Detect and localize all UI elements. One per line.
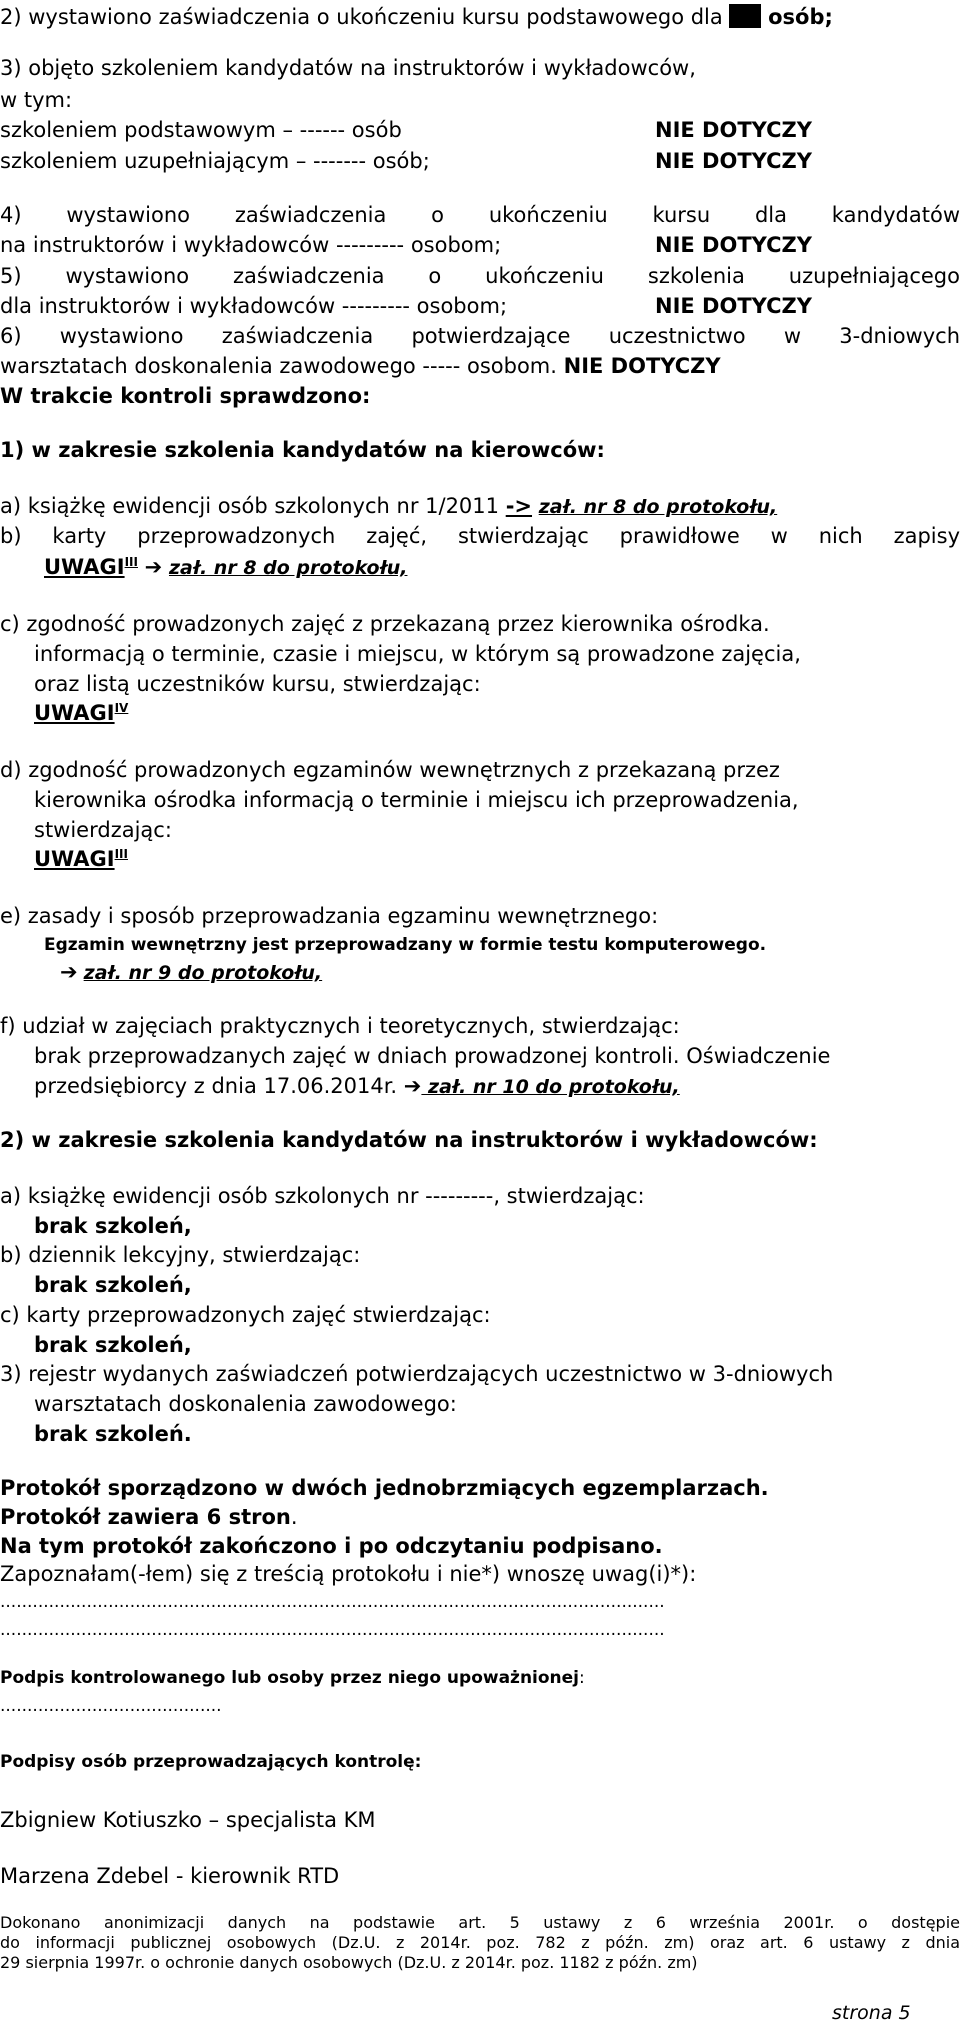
attachment-9-row bbox=[60, 962, 960, 983]
item-b-journal: b) dziennik lekcyjny, stwierdzając: bbox=[0, 1243, 361, 1267]
dotted-line: ........................................................................................................................... bbox=[0, 1592, 665, 1612]
no-trainings-label: brak szkoleń, bbox=[34, 1273, 192, 1297]
not-applicable-badge: NIE DOTYCZY bbox=[655, 233, 812, 257]
item-c-class-cards: c) karty przeprowadzonych zajęć stwierdzając: bbox=[0, 1303, 491, 1327]
item-2-certificates-basic: 2) wystawiono zaświadczenia o ukończeniu kursu podstawowego dla osób; bbox=[0, 5, 833, 29]
no-trainings-label: brak szkoleń, bbox=[34, 1333, 192, 1357]
remarks-iii-row-2: $UWAGI^{III}$ bbox=[34, 847, 128, 871]
anonymization-note-line-2: do informacji publicznej osobowych (Dz.U. z 2014r. poz. 782 z późn. zm) oraz art. 6 ustawy z dnia bbox=[0, 1933, 960, 1952]
acknowledgement: Zapoznałam(-łem) się z treścią protokołu i nie*) wnoszę uwag(i)*): bbox=[0, 1562, 697, 1586]
item-c-line-2: informacją o terminie, czasie i miejscu, w którym są prowadzone zajęcia, bbox=[34, 642, 801, 666]
item-6-certificates: 6) wystawiono zaświadczenia potwierdzające uczestnictwo w 3-dniowych bbox=[0, 324, 960, 348]
item-d-line-2: kierownika ośrodka informacją o terminie i miejscu ich przeprowadzenia, bbox=[34, 788, 799, 812]
attachment-link: zał. nr 8 do protokołu, bbox=[168, 557, 408, 579]
redaction-box bbox=[729, 4, 761, 28]
inspectors-signatures-label: Podpisy osób przeprowadzających kontrolę: bbox=[0, 1752, 422, 1772]
signature-dots: ......................................... bbox=[0, 1696, 222, 1716]
not-applicable-badge: NIE DOTYCZY bbox=[655, 294, 812, 318]
not-applicable-badge: NIE DOTYCZY bbox=[655, 149, 812, 173]
supplementary-training-row: szkoleniem uzupełniającym – ------- osób; NIE DOTYCZY bbox=[0, 149, 812, 173]
arrow-right-icon: ➔ bbox=[144, 555, 163, 579]
item-3-register: 3) rejestr wydanych zaświadczeń potwierdzających uczestnictwo w 3-dniowych bbox=[0, 1362, 834, 1386]
including-label: w tym: bbox=[0, 88, 73, 112]
remarks-label: UWAGI bbox=[34, 847, 115, 871]
item-6-continued: warsztatach doskonalenia zawodowego ----- osobom. NIE DOTYCZY bbox=[0, 354, 721, 378]
attachment-10-row: przedsiębiorcy z dnia 17.06.2014r. ➔ zał. nr 10 do protokołu, bbox=[34, 1074, 680, 1098]
protocol-copies: Protokół sporządzono w dwóch jednobrzmiących egzemplarzach. bbox=[0, 1476, 769, 1500]
inspector-1: Zbigniew Kotiuszko – specjalista KM bbox=[0, 1808, 376, 1832]
no-trainings-label: brak szkoleń, bbox=[34, 1214, 192, 1238]
remarks-iii-row: $UWAGI^{III}$ ➔ zał. nr 8 do protokołu, bbox=[44, 555, 408, 579]
dotted-line: ........................................................................................................................... bbox=[0, 1620, 665, 1640]
item-c-consistency: c) zgodność prowadzonych zajęć z przekazaną przez kierownika ośrodka. bbox=[0, 612, 770, 636]
exam-statement: Egzamin wewnętrzny jest przeprowadzany w formie testu komputerowego. bbox=[44, 935, 767, 955]
remarks-iv-row: $UWAGI^{IV}$ bbox=[34, 701, 129, 725]
not-applicable-badge: NIE DOTYCZY bbox=[655, 118, 812, 142]
item-3-trained-instructors: 3) objęto szkoleniem kandydatów na instruktorów i wykładowców, bbox=[0, 56, 696, 80]
basic-training-row: szkoleniem podstawowym – ------ osób NIE DOTYCZY bbox=[0, 118, 812, 142]
item-d-line-3: stwierdzając: bbox=[34, 818, 172, 842]
not-applicable-badge: NIE DOTYCZY bbox=[563, 354, 721, 378]
item-a-register-2: a) książkę ewidencji osób szkolonych nr ---------, stwierdzając: bbox=[0, 1184, 645, 1208]
item-e-exam-rules: e) zasady i sposób przeprowadzania egzaminu wewnętrznego: bbox=[0, 904, 659, 928]
section-2-heading: 2) w zakresie szkolenia kandydatów na instruktorów i wykładowców: bbox=[0, 1128, 818, 1152]
arrow-right-icon: ➔ bbox=[403, 1074, 422, 1098]
item-5-continued: dla instruktorów i wykładowców --------- osobom; NIE DOTYCZY bbox=[0, 294, 812, 318]
attachment-link: zał. nr 9 do protokołu, bbox=[83, 962, 323, 984]
attachment-link: zał. nr 8 do protokołu, bbox=[538, 496, 778, 518]
remarks-label: UWAGI bbox=[44, 555, 125, 579]
checked-heading: W trakcie kontroli sprawdzono: bbox=[0, 384, 371, 408]
anonymization-note-line-3: 29 sierpnia 1997r. o ochronie danych osobowych (Dz.U. z 2014r. poz. 1182 z późn. zm) bbox=[0, 1953, 698, 1972]
inspector-2: Marzena Zdebel - kierownik RTD bbox=[0, 1864, 340, 1888]
remarks-label: UWAGI bbox=[34, 701, 115, 725]
item-5-certificates: 5) wystawiono zaświadczenia o ukończeniu szkolenia uzupełniającego bbox=[0, 264, 960, 288]
item-b-class-cards: b) karty przeprowadzonych zajęć, stwierdzając prawidłowe w nich zapisy bbox=[0, 524, 960, 548]
section-1-heading: 1) w zakresie szkolenia kandydatów na kierowców: bbox=[0, 438, 605, 462]
controlled-signature-label: Podpis kontrolowanego lub osoby przez niego upoważnionej: bbox=[0, 1668, 585, 1688]
arrow-right-icon: ➔ bbox=[60, 960, 78, 984]
item-c-line-3: oraz listą uczestników kursu, stwierdzając: bbox=[34, 672, 481, 696]
no-trainings-label: brak szkoleń. bbox=[34, 1422, 192, 1446]
anonymization-note: Dokonano anonimizacji danych na podstawie art. 5 ustawy z 6 września 2001r. o dostępie bbox=[0, 1913, 960, 1932]
item-f-participation: f) udział w zajęciach praktycznych i teoretycznych, stwierdzając: bbox=[0, 1014, 680, 1038]
protocol-closed: Na tym protokół zakończono i po odczytaniu podpisano. bbox=[0, 1534, 663, 1558]
protocol-pages: Protokół zawiera 6 stron. bbox=[0, 1505, 298, 1529]
item-f-line-2: brak przeprowadzanych zajęć w dniach prowadzonej kontroli. Oświadczenie bbox=[34, 1044, 831, 1068]
item-4-continued: na instruktorów i wykładowców --------- osobom; NIE DOTYCZY bbox=[0, 233, 812, 257]
item-a-register: a) książkę ewidencji osób szkolonych nr 1/2011 -> zał. nr 8 do protokołu, bbox=[0, 494, 778, 518]
item-3-line-2: warsztatach doskonalenia zawodowego: bbox=[34, 1392, 457, 1416]
attachment-link: zał. nr 10 do protokołu, bbox=[421, 1076, 680, 1098]
item-4-certificates: 4) wystawiono zaświadczenia o ukończeniu kursu dla kandydatów bbox=[0, 203, 960, 227]
page-number: strona 5 bbox=[832, 2002, 911, 2024]
item-d-exams: d) zgodność prowadzonych egzaminów wewnętrznych z przekazaną przez bbox=[0, 758, 780, 782]
